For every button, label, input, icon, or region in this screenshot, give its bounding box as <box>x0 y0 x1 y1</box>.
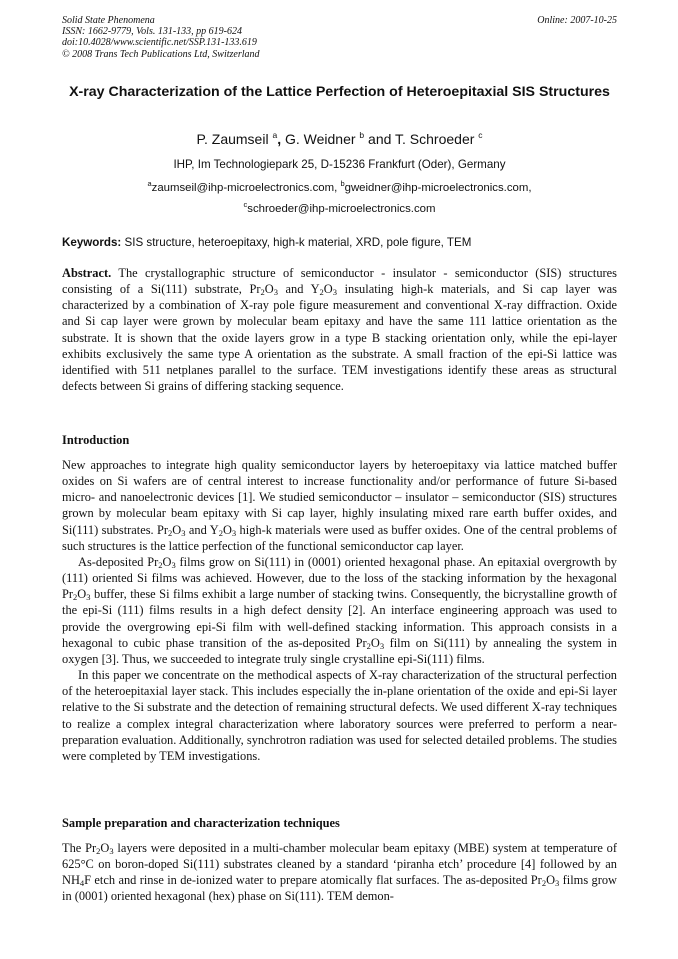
abstract-paragraph <box>62 265 617 394</box>
abstract-text: insulating high-k materials, and Si cap layer was characterized by a combination of X-ray pole figure measurement and conventional X-ray diffraction. Oxide and Si cap layer were grown by molecular beam epitaxy and have the same 111 lattice orientation as the substrate. It is shown that the oxide layers grow in a type B stacking orientation only, while the epi-layer exhibits exclusively the same type A orientation as the substrate. A small fraction of the epi-Si lattice was identified with 511 netplanes parallel to the surface. TEM investigations identify these areas as structural defects between Si grains of differing stacking sequence. <box>62 282 617 394</box>
subscript: 2 <box>541 878 547 889</box>
sample-preparation-body <box>62 840 617 905</box>
body-text: and Y <box>185 522 219 537</box>
abstract-text: O <box>264 282 274 297</box>
author-separator: , <box>277 131 282 147</box>
email-b-sup: b <box>340 179 345 188</box>
author-3-sup: c <box>478 130 483 140</box>
body-text: O <box>370 635 380 650</box>
author-1: P. Zaumseil <box>196 131 269 147</box>
author-2: G. Weidner <box>281 131 356 147</box>
keywords <box>62 236 617 250</box>
abstract-text: and Y <box>277 282 320 297</box>
subscript: 2 <box>96 846 101 856</box>
subscript: 2 <box>218 527 223 538</box>
doi-line: doi:10.4028/www.scientific.net/SSP.131-133.619 <box>62 37 257 49</box>
email-c[interactable]: schroeder@ihp-microelectronics.com <box>247 203 436 215</box>
intro-paragraph-3: In this paper we concentrate on the methodical aspects of X-ray characterization of the structural perfection of the heteroepitaxial layer stack. This includes especially the in-plane orientation of the oxide and epi-Si layer relative to the Si substrate and the detection of remaining structural defects. We used different X-ray techniques to realize a complex integral characterization where laboratory sources were preferred to perform a near-preparation evaluation. Additionally, synchrotron radiation was used for selected detailed problems. The studies were completed by TEM investigations. <box>62 668 617 763</box>
journal-header <box>62 15 617 60</box>
author-2-sup: b <box>359 130 365 140</box>
body-text: buffer, these Si films exhibit a large number of stacking twins. Consequently, the bicrystalline growth of the epi-Si (111) films results in a high defect density [2]. An interface engineering approach was used to provide the overgrowing epi-Si film with well-defined stacking information. This approach consists in a hexagonal to cubic phase transition of the as-deposited Pr <box>62 587 617 650</box>
subscript: 3 <box>332 287 337 298</box>
email-list <box>62 178 617 220</box>
abstract-label: Abstract. <box>62 266 112 280</box>
subscript: 3 <box>231 527 237 538</box>
subscript: 2 <box>168 527 173 538</box>
email-a[interactable]: zaumseil@ihp-microelectronics.com, <box>151 182 341 194</box>
body-text: O <box>172 522 182 537</box>
subscript: 3 <box>181 527 186 538</box>
author-1-sup: a <box>272 130 278 140</box>
subscript: 2 <box>319 287 324 298</box>
introduction-body <box>62 457 617 764</box>
section-heading-sample-preparation: Sample preparation and characterization techniques <box>62 816 340 830</box>
email-line-2 <box>62 199 617 220</box>
abstract-text: The crystallographic structure of semiconductor - insulator - semiconductor (SIS) structures consisting of a Si(111) substrate, Pr <box>62 266 617 297</box>
journal-name: Solid State Phenomena <box>62 15 155 26</box>
email-a-sup: a <box>147 179 152 188</box>
abstract <box>62 265 617 394</box>
body-text: films grow on Si(111) in (0001) oriented hexagonal phase. An epitaxial overgrowth by (111) oriented Si films was achieved. However, due to the loss of the stacking information by the hexagonal Pr <box>62 554 617 602</box>
body-text: O <box>77 587 87 602</box>
email-line-1 <box>62 178 617 199</box>
subscript: 3 <box>171 559 176 570</box>
issn-line: ISSN: 1662-9779, Vols. 131-133, pp 619-624 <box>62 26 242 38</box>
body-text: high-k materials were used as buffer oxides. One of the central problems of such structures is the lattice perfection of the functional semiconductor cap layer. <box>62 522 617 553</box>
section-heading-introduction: Introduction <box>62 433 130 447</box>
body-text: New approaches to integrate high quality semiconductor layers by heteroepitaxy via lattice matched buffer oxides on Si wafers are of central interest to increase functionality and/or performance of future Si-based micro- and nanoelectronic devices [1]. We studied semiconductor – insulator – semiconductor (SIS) structures grown by molecular beam epitaxy with Si cap layer, highly insulating mixed rare earth buffer oxides, and Si(111) substrates. Pr <box>62 458 617 537</box>
subscript: 2 <box>73 592 78 603</box>
subscript: 3 <box>109 846 114 856</box>
body-text: F etch and rinse in de-ionized water to prepare atomically flat surfaces. The as-deposited Pr <box>84 873 542 888</box>
subscript: 2 <box>158 559 163 570</box>
keywords-label: Keywords: <box>62 236 122 249</box>
body-text: films grow in (0001) oriented hexagonal (hex) phase on Si(111). TEM demon- <box>62 873 617 904</box>
affiliation: IHP, Im Technologiepark 25, D-15236 Frankfurt (Oder), Germany <box>173 158 506 171</box>
author-3: and T. Schroeder <box>364 131 475 147</box>
body-text: The Pr <box>62 841 97 855</box>
body-text: O <box>162 554 172 569</box>
subscript: 3 <box>273 287 278 298</box>
body-text: film on Si(111) by annealing the system in oxygen [3]. Thus, we succeeded to integrate truly single crystalline epi-Si(111) films. <box>62 635 617 666</box>
online-date: Online: 2007-10-25 <box>537 15 617 26</box>
sample-paragraph-1 <box>62 840 617 905</box>
email-c-sup: c <box>243 200 248 209</box>
body-text: O <box>222 522 232 537</box>
author-list <box>62 130 617 148</box>
subscript: 3 <box>379 640 385 651</box>
intro-paragraph-2 <box>62 554 617 667</box>
body-text: O <box>546 873 556 888</box>
subscript: 3 <box>86 592 91 603</box>
subscript: 2 <box>366 640 371 651</box>
abstract-text: O <box>323 282 333 297</box>
copyright-line: © 2008 Trans Tech Publications Ltd, Switzerland <box>62 48 260 60</box>
keywords-text: SIS structure, heteroepitaxy, high-k material, XRD, pole figure, TEM <box>121 236 472 249</box>
subscript: 3 <box>555 878 560 889</box>
body-text: As-deposited Pr <box>78 554 159 569</box>
subscript: 2 <box>260 287 265 298</box>
body-text: O <box>100 841 110 855</box>
email-b[interactable]: gweidner@ihp-microelectronics.com, <box>344 182 532 194</box>
paper-title: X-ray Characterization of the Lattice Perfection of Heteroepitaxial SIS Structures <box>69 84 610 100</box>
intro-paragraph-1 <box>62 457 617 554</box>
body-text: layers were deposited in a multi-chamber molecular beam epitaxy (MBE) system at temperature of 625°C on boron-doped Si(111) substrates cleaned by a standard ‘piranha etch’ procedure [4] followed by an NH <box>62 841 617 888</box>
subscript: 4 <box>79 878 85 889</box>
